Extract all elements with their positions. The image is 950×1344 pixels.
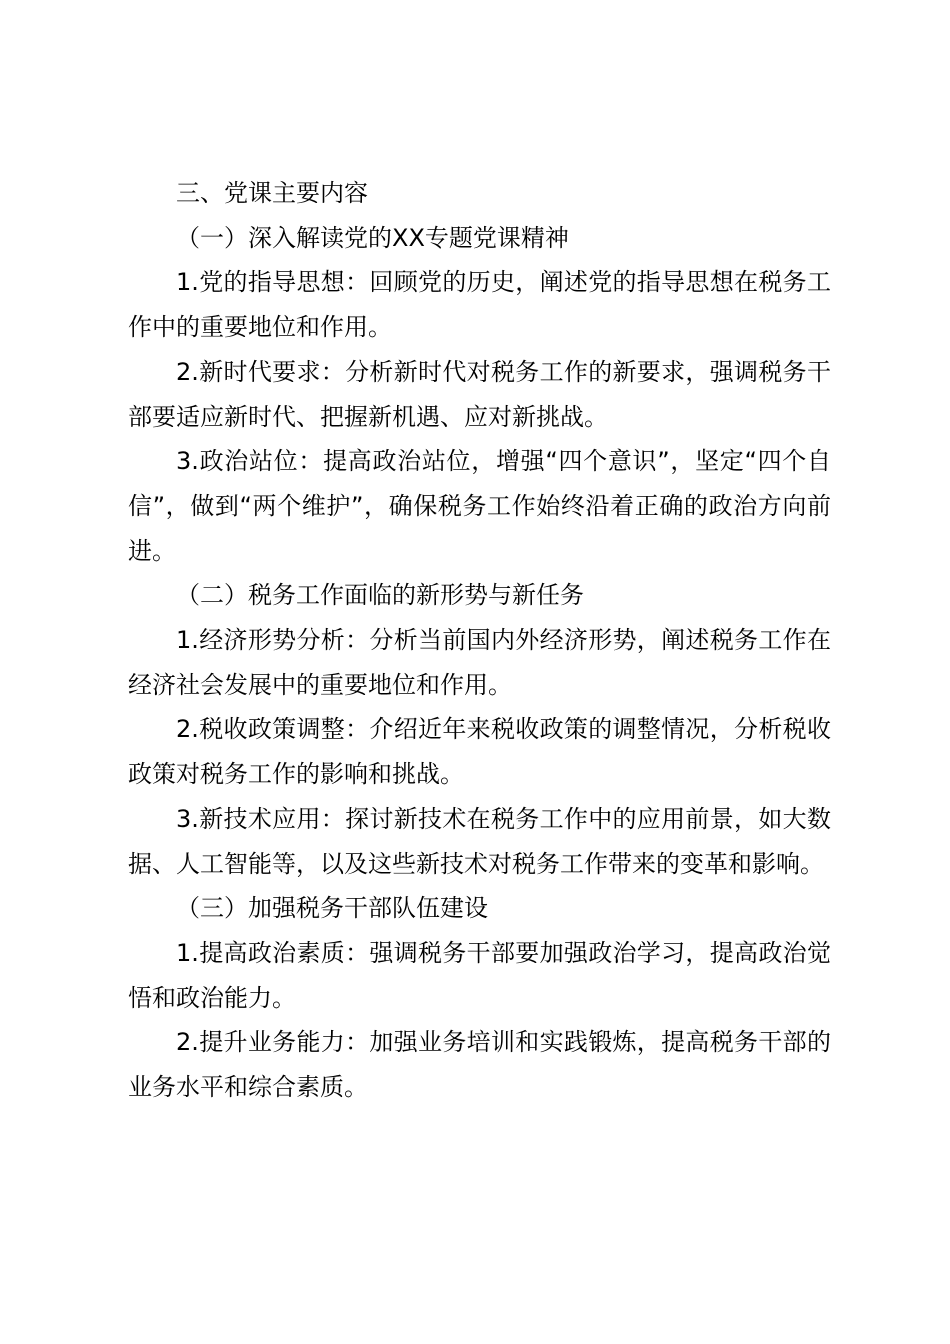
paragraph-1-2: 2.新时代要求：分析新时代对税务工作的新要求，强调税务干部要适应新时代、把握新机遇、应对新挑战。 (128, 357, 831, 431)
subsection-heading-1: （一）深入解读党的XX专题党课精神 (176, 223, 569, 252)
paragraph-1-1: 1.党的指导思想：回顾党的历史，阐述党的指导思想在税务工作中的重要地位和作用。 (128, 268, 831, 342)
subsection-heading-3: （三）加强税务干部队伍建设 (176, 894, 488, 923)
paragraph-1-3: 3.政治站位：提高政治站位，增强“四个意识”，坚定“四个自信”，做到“两个维护”，确保税务工作始终沿着正确的政治方向前进。 (128, 447, 831, 565)
paragraph-3-1: 1.提高政治素质：强调税务干部要加强政治学习，提高政治觉悟和政治能力。 (128, 938, 831, 1012)
paragraph-3-2: 2.提升业务能力：加强业务培训和实践锻炼，提高税务干部的业务水平和综合素质。 (128, 1028, 831, 1102)
paragraph-2-2: 2.税收政策调整：介绍近年来税收政策的调整情况，分析税收政策对税务工作的影响和挑战。 (128, 715, 831, 789)
paragraph-2-1: 1.经济形势分析：分析当前国内外经济形势，阐述税务工作在经济社会发展中的重要地位和作用。 (128, 626, 831, 699)
section-heading: 三、党课主要内容 (176, 179, 368, 207)
document-body (128, 171, 831, 1110)
paragraph-2-3: 3.新技术应用：探讨新技术在税务工作中的应用前景，如大数据、人工智能等，以及这些新技术对税务工作带来的变革和影响。 (128, 804, 831, 878)
subsection-heading-2: （二）税务工作面临的新形势与新任务 (176, 581, 584, 610)
